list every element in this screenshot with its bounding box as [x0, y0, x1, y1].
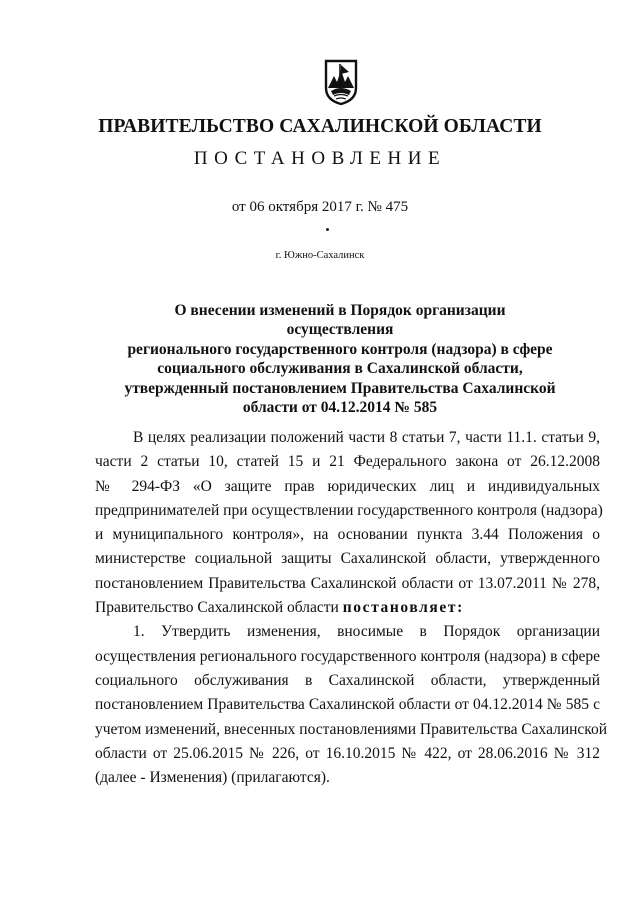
subject-line: области от 04.12.2014 № 585	[242, 399, 438, 417]
body-line: министерстве социальной защиты Сахалинской области, утвержденного	[95, 550, 600, 568]
body-line: учетом изменений, внесенных постановлениями Правительства Сахалинской	[95, 720, 608, 738]
document-subject	[120, 301, 560, 417]
body-line-text: Правительство Сахалинской области	[95, 599, 339, 617]
subject-line: регионального государственного контроля (надзора) в сфере	[127, 340, 553, 358]
body-line: предпринимателей при осуществлении государственного контроля (надзора)	[95, 501, 603, 519]
body-line: В целях реализации положений части 8 статьи 7, части 11.1. статьи 9,	[133, 429, 600, 446]
subject-line: социального обслуживания в Сахалинской области,	[157, 360, 523, 378]
body-line: постановлением Правительства Сахалинской области от 04.12.2014 № 585 с	[95, 696, 600, 714]
document-type: ПОСТАНОВЛЕНИЕ	[193, 148, 447, 169]
body-line: области от 25.06.2015 № 226, от 16.10.2015 № 422, от 28.06.2016 № 312	[95, 744, 600, 762]
body-line: (далее - Изменения) (прилагаются).	[95, 769, 330, 787]
body-line: социального обслуживания в Сахалинской области, утвержденный	[95, 671, 600, 689]
document-date-number: от 06 октября 2017 г. № 475	[231, 199, 409, 215]
subject-line: утвержденный постановлением Правительства Сахалинской	[124, 379, 556, 397]
body-line: 1. Утвердить изменения, вносимые в Порядок организации	[133, 623, 600, 641]
body-line: и муниципального контроля», на основании пункта 3.44 Положения о	[95, 526, 600, 544]
body-line: постановлением Правительства Сахалинской области от 13.07.2011 № 278,	[95, 574, 600, 592]
government-title: ПРАВИТЕЛЬСТВО САХАЛИНСКОЙ ОБЛАСТИ	[98, 116, 542, 137]
document-body	[95, 426, 608, 790]
ink-speck	[326, 228, 329, 231]
sakhalin-coat-of-arms-icon	[322, 58, 360, 106]
subject-line: О внесении изменений в Порядок организации осуществления	[174, 302, 506, 339]
body-line: осуществления регионального государственного контроля (надзора) в сфере	[95, 647, 600, 665]
document-city: г. Южно-Сахалинск	[275, 250, 365, 261]
body-line: части 2 статьи 10, статей 15 и 21 Федерального закона от 26.12.2008	[95, 453, 600, 471]
body-line: № 294-ФЗ «О защите прав юридических лиц и индивидуальных	[95, 477, 600, 495]
resolves-keyword: постановляет:	[342, 599, 464, 617]
body-line-resolution	[95, 596, 600, 620]
